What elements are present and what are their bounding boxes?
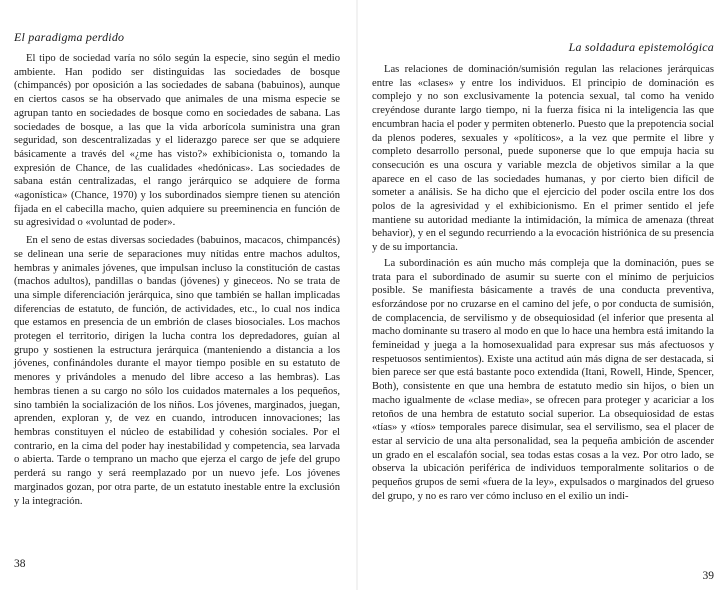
- page-number-left: 38: [14, 558, 26, 570]
- right-paragraph-2: La subordinación es aún mucho más compleja que la dominación, pues se trata para el subordinado de asumir su suerte con el mínimo de perjuicios posible. Se manifiesta básicamente a través de una conducta preventiva, esforzándose por no cruzarse en el camino del jefe, o por conducta de sumisión, de complacencia, de servilismo y de obsequiosidad (el inferior que presenta al macho dominante su trasero al modo en que lo hace una hembra está imitando la femineidad y juega a la homosexualidad para expresar sus más afectuosos y respetuosos sentimientos). Existe una actitud aún más digna de ser destacada, si bien parece ser que está bastante poco extendida (Itani, Rowell, Hinde, Spencer, Both), consistente en que una hembra de estatuto medio sin hijos, o bien un macho igualmente de «clase media», se ofrecen para proteger y acariciar a los retoños de una hembra de estatuto social superior. La obsequiosidad de estas «tías» y «tíos» temporales parece disimular, sea el servilismo, sea el placer de estar al servicio de una alta personalidad, sea la pequeña ambición de ascender un grado en el escalafón social, sea todas estas cosas a la vez. Por otro lado, se observa la ubicación periférica de individuos temporalmente solitarios o de pequeños grupos de semi «fuera de la ley», expulsados o marginados del grueso del grupo, y no es raro ver cómo incluso en el exilio un indi-: [372, 257, 714, 502]
- book-gutter: [356, 0, 358, 590]
- left-page: [0, 0, 352, 590]
- left-paragraph-2: En el seno de estas diversas sociedades (babuinos, macacos, chimpancés) se delinean una serie de separaciones muy nítidas entre machos adultos, hembras y animales jóvenes, que impulsan incluso la constitución de castas (machos adultos), pandillas o bandas (jóvenes) y gineceos. No se trata de una simple diferenciación jerárquica, sino que también se hallan implicadas diferencias de estatuto, de función, de actividades, etc., lo cual nos indica que estamos en presencia de un embrión de clases biosociales. Los machos protegen el territorio, dirigen la lucha contra los depredadores, guían al grupo y sostienen la estructura jerárquica (manteniendo a distancia a los jóvenes, confinándoles durante el mayor tiempo posible en su estatuto de menores y privándoles a menudo del libre acceso a las hembras). Las hembras tienen a su cargo no sólo los cuidados maternales a los pequeños, sino también la socialización de los niños. Los jóvenes, marginados, juegan, aprenden, exploran y, de vez en cuando, introducen innovaciones; las hembras constituyen el núcleo de estabilidad y cohesión sociales. Por el contrario, en la cima del poder hay inestabilidad y competencia, sea larvada o abierta. Tarde o temprano un macho que ejerza el cargo de jefe del grupo perderá su rango y será reemplazado por un nuevo jefe. Los jóvenes marginados gozan, por otra parte, de un estatuto inestable entre la exclusión y la integración.: [14, 235, 340, 507]
- running-head-left: El paradigma perdido: [14, 30, 125, 44]
- running-head-right: La soldadura epistemológica: [568, 40, 714, 54]
- page-number-right: 39: [702, 570, 714, 582]
- left-paragraph-1: El tipo de sociedad varía no sólo según la especie, sino según el medio ambiente. Han podido ser distinguidas las sociedades de bosque (chimpancés) por oposición a las sociedades de sabana (babuinos), aunque en ciertos casos se ha observado que animales de una misma especie se agrupan tanto en sociedades de bosque como en sociedades de sabana. Las sociedades de bosque, a las que la vida arborícola suministra una gran seguridad, son descentralizadas y el liderazgo parece ser que se adquiere básicamente a través del «¿me has visto?» exhibicionista o, tomando la expresión de Chance, de las cualidades «hedónicas». Las sociedades de sabana están centralizadas, el rango jerárquico se adquiere de forma «agonística» (Chance, 1970) y los subordinados siempre tienen su atención fijada en el cabecilla macho, quien adquiere su preeminencia en función de su agresividad o «voluntad de poder».: [14, 53, 340, 229]
- right-paragraph-1: Las relaciones de dominación/sumisión regulan las relaciones jerárquicas entre las «clases» y entre los individuos. El principio de dominación es complejo y no son exclusivamente la potencia sexual, tal como ha venido creyéndose durante largo tiempo, ni la fuerza física ni la inteligencia las que encumbran hacia el poder y permiten obtenerlo. Puesto que la prepotencia social da plenos poderes, sexuales y «políticos», a la vez que permite el libre y completo desarrollo personal, puede suponerse que lo que empuja hacia su consecución es una oscura y variable mezcla de objetivos similar a la que aparece en el caso de las sociedades humanas, y por cierto bien difícil de someter a análisis. Se ha dicho que el ejercicio del poder oscila entre los dos polos de la agresividad y el exhibicionismo. En el primer sentido el jefe mantiene su autoridad mediante la intimidación, la mímica de amenaza (threat behavior), y en el segundo recurriendo a la evocación histriónica de su presencia y de su importancia.: [372, 64, 714, 254]
- right-page: [362, 0, 728, 590]
